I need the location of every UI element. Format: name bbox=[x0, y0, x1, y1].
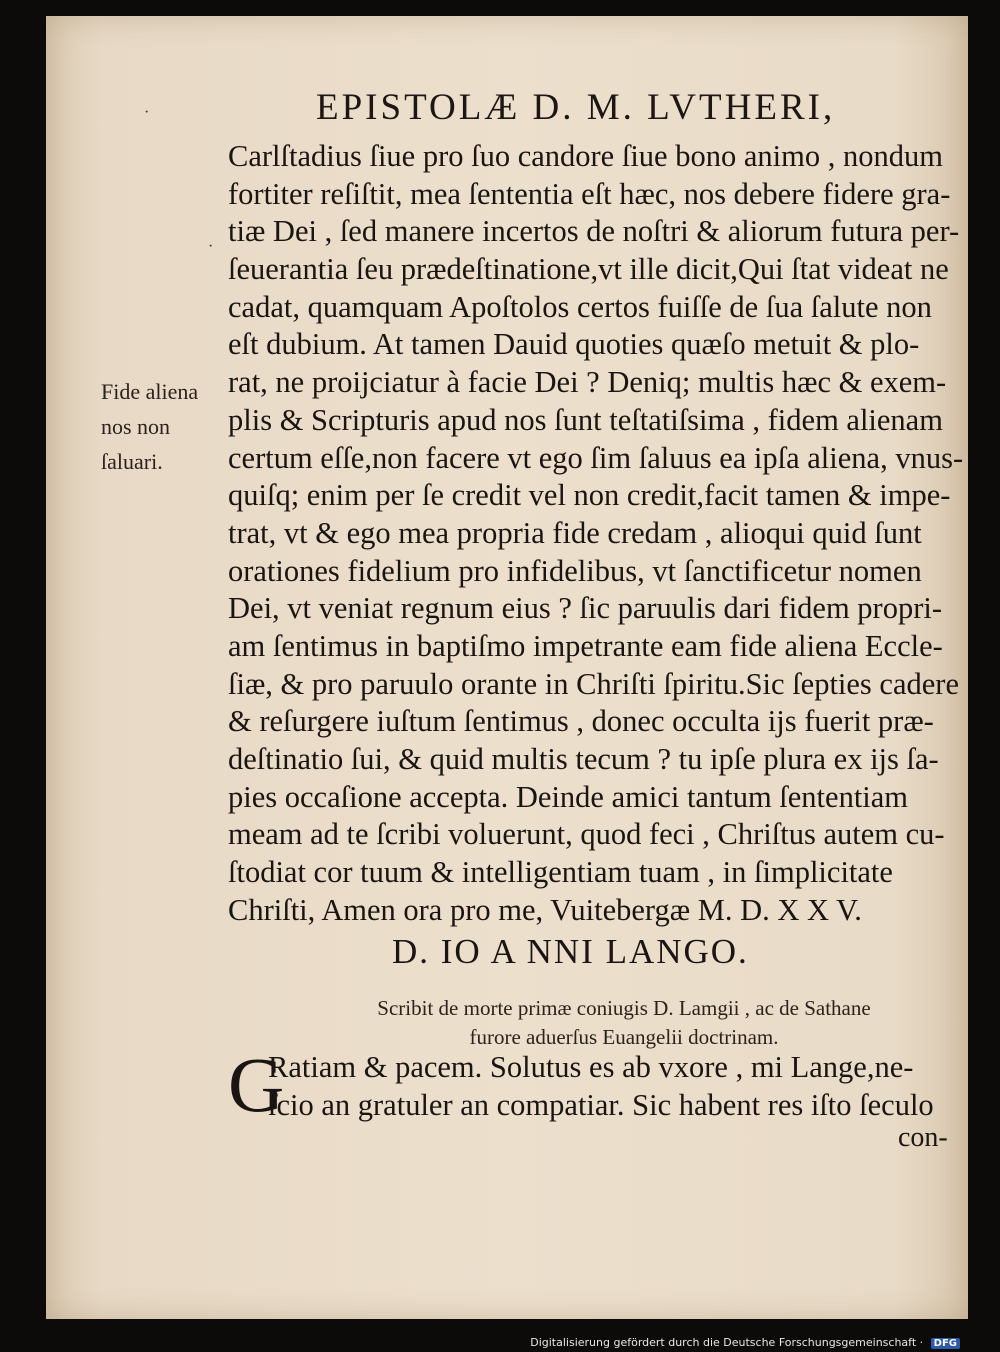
summary-line: furore aduerſus Euangelii doctrinam. bbox=[469, 1025, 779, 1049]
summary-line: Scribit de morte primæ coniugis D. Lamgii , ac de Sathane bbox=[377, 996, 871, 1020]
book-page bbox=[46, 16, 968, 1319]
body-line: tiæ Dei , ſed manere incertos de noſtri & aliorum futura per- bbox=[228, 214, 960, 249]
page-speck: · bbox=[208, 238, 214, 255]
body-line: deſtinatio ſui, & quid multis tecum ? tu ipſe plura ex ijs ſa- bbox=[228, 742, 939, 776]
body-line: ſtodiat cor tuum & intelligentiam tuam , in ſimplicitate bbox=[228, 855, 893, 890]
body-line: cadat, quamquam Apoſtolos certos fuiſſe de ſua ſalute non bbox=[228, 289, 932, 324]
body-line: Chriſti, Amen ora pro me, Vuitebergæ M. D. X X V. bbox=[228, 892, 862, 927]
body-line: Dei, vt veniat regnum eius ? ſic paruulis dari fidem propri- bbox=[228, 591, 942, 626]
catchword: con- bbox=[898, 1122, 948, 1153]
body-line: ſiæ, & pro paruulo orante in Chriſti ſpiritu.Sic ſepties cadere bbox=[228, 666, 959, 701]
body-line: am ſentimus in baptiſmo impetrante eam fide aliena Eccle- bbox=[228, 628, 943, 663]
drop-cap: G bbox=[228, 1041, 285, 1128]
body-line: orationes fidelium pro infidelibus, vt ſanctificetur nomen bbox=[228, 553, 922, 588]
credit-text: Digitalisierung gefördert durch die Deutsche Forschungsgemeinschaft · bbox=[530, 1336, 924, 1349]
body-text bbox=[228, 138, 962, 929]
letter-opening bbox=[228, 1041, 962, 1128]
letter-line: Ratiam & pacem. Solutus es ab vxore , mi Lange,ne- bbox=[268, 1050, 914, 1084]
body-line: meam ad te ſcribi voluerunt, quod feci , Chriſtus autem cu- bbox=[228, 817, 945, 852]
letter-line: ſcio an gratuler an compatiar. Sic habent res iſto ſeculo bbox=[268, 1088, 934, 1122]
body-line: plis & Scripturis apud nos ſunt teſtatiſsima , fidem alienam bbox=[228, 402, 943, 437]
margin-note-line: Fide aliena bbox=[101, 379, 199, 404]
margin-note-line: nos non bbox=[101, 414, 171, 439]
body-line: fortiter reſiſtit, mea ſententia eſt hæc, nos debere fidere gra- bbox=[228, 176, 951, 211]
body-line: Carlſtadius ſiue pro ſuo candore ſiue bono animo , nondum bbox=[228, 139, 943, 173]
page-speck: · bbox=[144, 104, 150, 121]
body-line: rat, ne proijciatur à facie Dei ? Deniq; multis hæc & exem- bbox=[228, 365, 947, 400]
digitization-credit bbox=[530, 1336, 960, 1349]
body-line: eſt dubium. At tamen Dauid quoties quæſo metuit & plo- bbox=[228, 327, 920, 362]
body-line: pies occaſione accepta. Deinde amici tantum ſententiam bbox=[228, 779, 909, 814]
section-title: D. IO A NNI LANGO. bbox=[392, 932, 749, 971]
margin-note bbox=[101, 374, 198, 479]
dfg-logo: DFG bbox=[931, 1338, 960, 1349]
letter-summary bbox=[284, 994, 964, 1052]
body-line: ſeuerantia ſeu prædeſtinatione,vt ille dicit,Qui ſtat videat ne bbox=[228, 252, 949, 287]
body-line: quiſq; enim per ſe credit vel non credit,facit tamen & impe- bbox=[228, 478, 951, 513]
body-line: trat, vt & ego mea propria fide credam , alioqui quid ſunt bbox=[228, 515, 922, 550]
body-line: & reſurgere iuſtum ſentimus , donec occulta ijs fuerit præ- bbox=[228, 704, 934, 739]
margin-note-line: ſaluari. bbox=[101, 449, 163, 474]
body-line: certum eſſe,non facere vt ego ſim ſaluus ea ipſa aliena, vnus- bbox=[228, 440, 964, 475]
running-header: EPISTOLÆ D. M. LVTHERI, bbox=[316, 87, 836, 128]
